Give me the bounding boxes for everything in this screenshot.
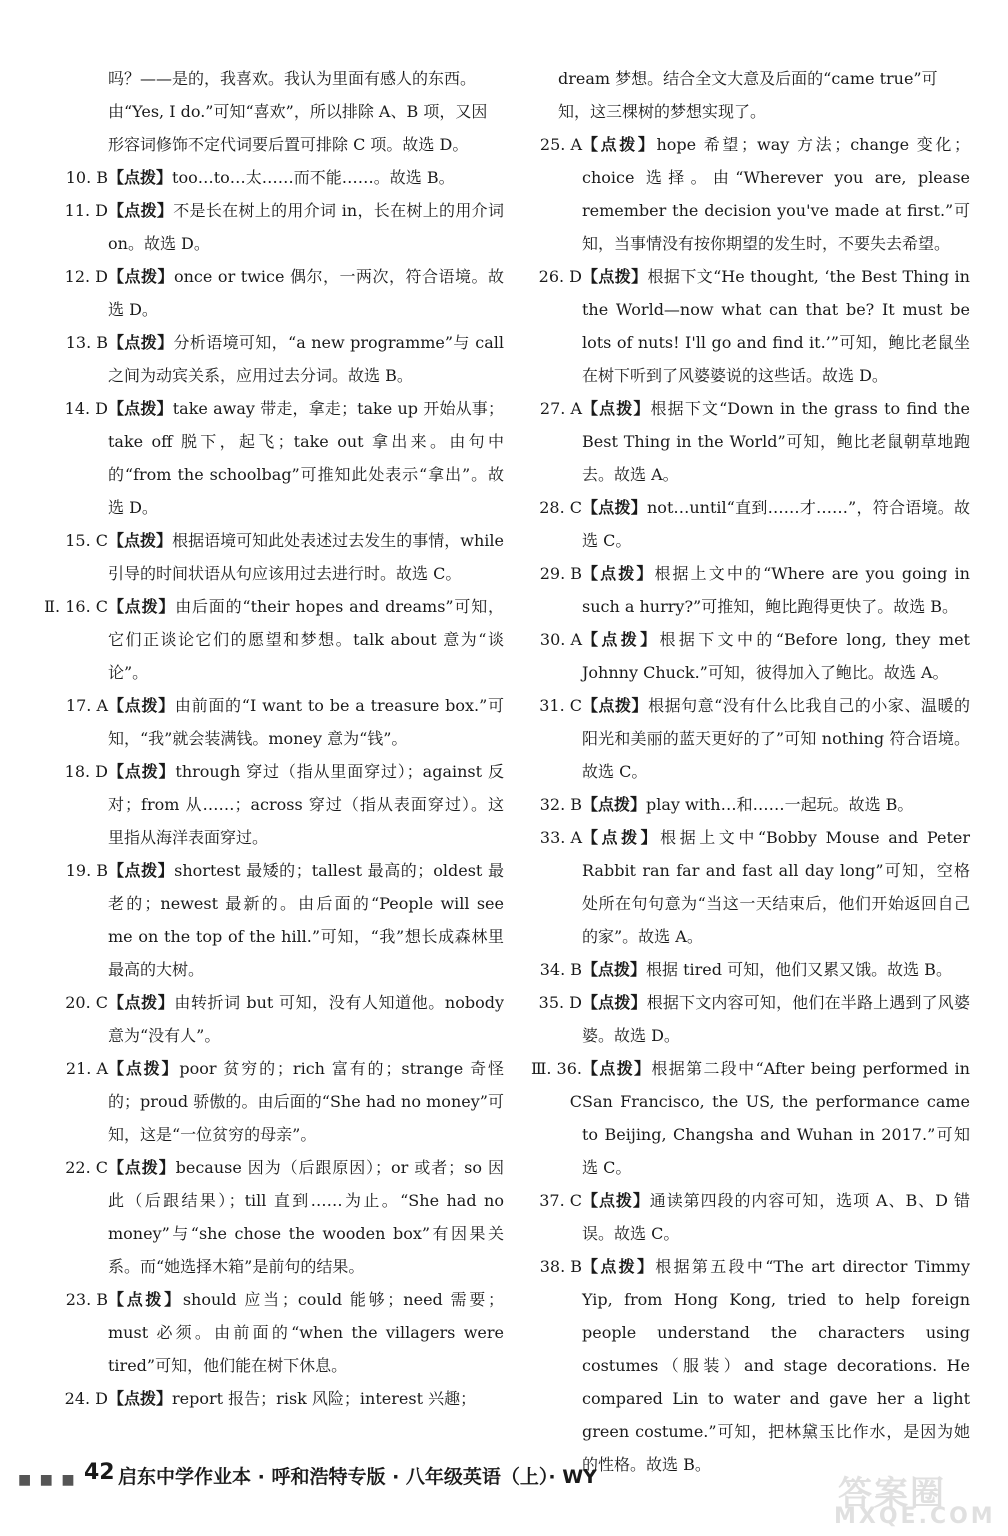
right-answer-list xyxy=(530,128,970,1481)
hint-label: 【点拨】 xyxy=(108,861,175,880)
answer-explanation: 通读第四段的内容可知，选项 A、B、D 错误。故选 C。 xyxy=(582,1191,970,1243)
left-intro-line-2: 由“Yes, I do.”可知“喜欢”，所以排除 A、B 项，又因 xyxy=(108,102,488,121)
book-title: 启东中学作业本 · 呼和浩特专版 · 八年级英语（上）· WY xyxy=(118,1466,597,1488)
answer-item xyxy=(64,755,504,854)
answer-item xyxy=(64,392,504,524)
hint-label: 【点拨】 xyxy=(108,267,174,286)
left-intro-line-3: 形容词修饰不定代词要后置可排除 C 项。故选 D。 xyxy=(108,135,469,154)
answer-explanation: 根据第五段中“The art director Timmy Yip, from Hong Kong, tried to help foreign people understand the characters using costumes（服装）and stage decorations. He compared Lin to water and gave her a light green costume.”可知，把林黛玉比作水，是因为她的性格。故选 B。 xyxy=(582,1257,970,1474)
hint-label: 【点拨】 xyxy=(582,1257,656,1276)
answer-explanation: 根据上文中的“Where are you going in such a hurry?”可推知，鲍比跑得更快了。故选 B。 xyxy=(582,564,970,616)
answer-item xyxy=(539,392,970,491)
hint-label: 【点拨】 xyxy=(108,1290,183,1309)
answer-number: 29. B xyxy=(539,564,582,583)
answer-item xyxy=(65,854,504,986)
hint-label: 【点拨】 xyxy=(108,993,175,1012)
answer-explanation: should 应当；could 能够；need 需要；must 必须。由前面的“when the villagers were tired”可知，他们能在树下休息。 xyxy=(108,1290,504,1375)
hint-label: 【点拨】 xyxy=(108,201,174,220)
answer-explanation: too…to…太……而不能……。故选 B。 xyxy=(172,168,455,187)
answer-number: 34. B xyxy=(539,960,582,979)
answer-item xyxy=(539,1250,970,1481)
answer-number: 33. A xyxy=(539,828,582,847)
answer-explanation: 根据下文中的“Before long, they met Johnny Chuck.”可知，彼得加入了鲍比。故选 A。 xyxy=(582,630,970,682)
answer-explanation: 根据句意“没有什么比我自己的小家、温暖的阳光和美丽的蓝天更好的了”可知 nothing 符合语境。故选 C。 xyxy=(582,696,970,781)
answer-item xyxy=(65,1052,504,1151)
answer-item xyxy=(539,953,970,986)
hint-label: 【点拨】 xyxy=(582,1191,650,1210)
answer-number: 27. A xyxy=(539,399,582,418)
hint-label: 【点拨】 xyxy=(108,531,173,550)
answer-number: 32. B xyxy=(539,795,582,814)
hint-label: 【点拨】 xyxy=(108,597,176,616)
answer-number: 20. C xyxy=(65,993,108,1012)
answer-item xyxy=(539,128,970,260)
answer-explanation: 由后面的“their hopes and dreams”可知，它们正谈论它们的愿望和梦想。talk about 意为“谈论”。 xyxy=(108,597,504,682)
hint-label: 【点拨】 xyxy=(108,333,174,352)
answer-item xyxy=(65,986,504,1052)
answer-explanation: 根据语境可知此处表述过去发生的事情，while 引导的时间状语从句应该用过去进行时。故选 C。 xyxy=(108,531,504,583)
answer-number: 17. A xyxy=(65,696,108,715)
hint-label: 【点拨】 xyxy=(582,696,649,715)
answer-item xyxy=(44,590,504,689)
answer-explanation: 根据上文中“Bobby Mouse and Peter Rabbit ran far and fast all day long”可知，空格处所在句句意为“当这一天结束后，他们开始返回自己的家”。故选 A。 xyxy=(582,828,970,946)
hint-label: 【点拨】 xyxy=(108,1059,180,1078)
hint-label: 【点拨】 xyxy=(108,1158,176,1177)
answer-number: 24. D xyxy=(64,1389,108,1408)
answer-item xyxy=(539,788,970,821)
hint-label: 【点拨】 xyxy=(108,696,175,715)
hint-label: 【点拨】 xyxy=(582,960,647,979)
answer-number: 15. C xyxy=(65,531,108,550)
answer-item xyxy=(539,1184,970,1250)
right-intro-line-2: 知，这三棵树的梦想实现了。 xyxy=(558,102,767,121)
answer-item xyxy=(538,986,970,1052)
answer-explanation: 不是长在树上的用介词 in，长在树上的用介词 on。故选 D。 xyxy=(108,201,504,253)
answer-explanation: 由前面的“I want to be a treasure box.”可知，“我”就会装满钱。money 意为“钱”。 xyxy=(108,696,504,748)
right-column xyxy=(530,62,970,1481)
answer-item xyxy=(65,326,504,392)
answer-explanation: 根据下文“Down in the grass to find the Best Thing in the World”可知，鲍比老鼠朝草地跑去。故选 A。 xyxy=(582,399,970,484)
watermark-logo xyxy=(826,1466,996,1532)
answer-item xyxy=(65,161,504,194)
answer-explanation: 根据下文内容可知，他们在半路上遇到了风婆婆。故选 D。 xyxy=(582,993,970,1045)
answer-item xyxy=(64,194,504,260)
answer-item xyxy=(65,689,504,755)
hint-label: 【点拨】 xyxy=(582,267,648,286)
hint-label: 【点拨】 xyxy=(582,399,651,418)
hint-label: 【点拨】 xyxy=(582,135,657,154)
answer-number: 30. A xyxy=(539,630,582,649)
answer-number: 35. D xyxy=(538,993,582,1012)
answer-number: 21. A xyxy=(65,1059,108,1078)
answer-number: 10. B xyxy=(65,168,108,187)
footer-marks: ■ ■ ■ xyxy=(18,1472,77,1488)
hint-label: 【点拨】 xyxy=(582,828,661,847)
answer-explanation: because 因为（后跟原因）；or 或者；so 因此（后跟结果）；till 直到……为止。“She had no money”与“she chose the wooden box”有因果关系。而“她选择木箱”是前句的结果。 xyxy=(108,1158,504,1276)
answer-number: 12. D xyxy=(64,267,108,286)
answer-number: 25. A xyxy=(539,135,582,154)
answer-explanation: poor 贫穷的；rich 富有的；strange 奇怪的；proud 骄傲的。由后面的“She had no money”可知，这是“一位贫穷的母亲”。 xyxy=(108,1059,504,1144)
answer-item xyxy=(539,491,970,557)
left-answer-list xyxy=(44,161,504,1415)
answer-explanation: play with…和……一起玩。故选 B。 xyxy=(646,795,914,814)
answer-number: 22. C xyxy=(65,1158,108,1177)
answer-number: 13. B xyxy=(65,333,108,352)
hint-label: 【点拨】 xyxy=(582,1059,652,1078)
answer-item xyxy=(65,1283,504,1382)
answer-explanation: 由转折词 but 可知，没有人知道他。nobody 意为“没有人”。 xyxy=(108,993,504,1045)
answer-number: 31. C xyxy=(539,696,582,715)
answer-item xyxy=(64,260,504,326)
answer-explanation: take away 带走，拿走；take up 开始从事；take off 脱下，起飞；take out 拿出来。由句中的“from the schoolbag”可推知此处表示“拿出”。故选 D。 xyxy=(108,399,504,517)
answer-explanation: not…until“直到……才……”，符合语境。故选 C。 xyxy=(582,498,970,550)
answer-explanation: shortest 最矮的；tallest 最高的；oldest 最老的；newest 最新的。由后面的“People will see me on the top of the hill.”可知，“我”想长成森林里最高的大树。 xyxy=(108,861,504,979)
hint-label: 【点拨】 xyxy=(582,498,647,517)
hint-label: 【点拨】 xyxy=(582,993,647,1012)
answer-item xyxy=(539,689,970,788)
answer-number: Ⅲ. 36. C xyxy=(530,1059,582,1111)
answer-explanation: hope 希望；way 方法；change 变化；choice 选择。由“Wherever you are, please remember the decision you've made at first.”可知，当事情没有按你期望的发生时，不要失去希望。 xyxy=(582,135,970,253)
answer-item xyxy=(65,524,504,590)
left-column xyxy=(44,62,504,1415)
answer-item xyxy=(530,1052,970,1184)
answer-explanation: 根据下文“He thought, ‘the Best Thing in the World—now what can that be? It must be lots of nuts! I'll go and find it.’”可知，鲍比老鼠坐在树下听到了风婆婆说的这些话。故选 D。 xyxy=(582,267,970,385)
hint-label: 【点拨】 xyxy=(108,1389,173,1408)
left-intro-line-1: 吗？——是的，我喜欢。我认为里面有感人的东西。 xyxy=(108,69,477,88)
hint-label: 【点拨】 xyxy=(582,564,655,583)
answer-explanation: through 穿过（指从里面穿过）；against 反对；from 从……；across 穿过（指从表面穿过）。这里指从海洋表面穿过。 xyxy=(108,762,504,847)
answer-item xyxy=(539,821,970,953)
answer-item xyxy=(65,1151,504,1283)
answer-item xyxy=(64,1382,504,1415)
page-number: 42 xyxy=(84,1460,115,1485)
answer-explanation: 分析语境可知，“a new programme”与 call 之间为动宾关系，应用过去分词。故选 B。 xyxy=(108,333,504,385)
watermark-bottom: MXQE.COM xyxy=(834,1504,996,1529)
hint-label: 【点拨】 xyxy=(108,762,176,781)
answer-explanation: 根据 tired 可知，他们又累又饿。故选 B。 xyxy=(646,960,952,979)
answer-number: 37. C xyxy=(539,1191,582,1210)
answer-explanation: report 报告；risk 风险；interest 兴趣； xyxy=(172,1389,477,1408)
hint-label: 【点拨】 xyxy=(582,795,647,814)
right-intro-line-1: dream 梦想。结合全文大意及后面的“came true”可 xyxy=(558,69,938,88)
hint-label: 【点拨】 xyxy=(108,168,173,187)
hint-label: 【点拨】 xyxy=(582,630,660,649)
answer-item xyxy=(538,260,970,392)
watermark-top: 答案圈 xyxy=(838,1474,946,1514)
answer-number: 23. B xyxy=(65,1290,108,1309)
answer-explanation: once or twice 偶尔，一两次，符合语境。故选 D。 xyxy=(108,267,504,319)
answer-number: 18. D xyxy=(64,762,108,781)
answer-number: 14. D xyxy=(64,399,108,418)
answer-number: Ⅱ. 16. C xyxy=(44,597,108,616)
answer-number: 26. D xyxy=(538,267,582,286)
answer-explanation: 根据第二段中“After being performed in San Francisco, the US, the performance came to Beijing, Changsha and Wuhan in 2017.”可知选 C。 xyxy=(582,1059,970,1177)
hint-label: 【点拨】 xyxy=(108,399,173,418)
answer-number: 19. B xyxy=(65,861,108,880)
answer-number: 38. B xyxy=(539,1257,582,1276)
answer-number: 11. D xyxy=(64,201,108,220)
answer-item xyxy=(539,623,970,689)
answer-number: 28. C xyxy=(539,498,582,517)
answer-item xyxy=(539,557,970,623)
